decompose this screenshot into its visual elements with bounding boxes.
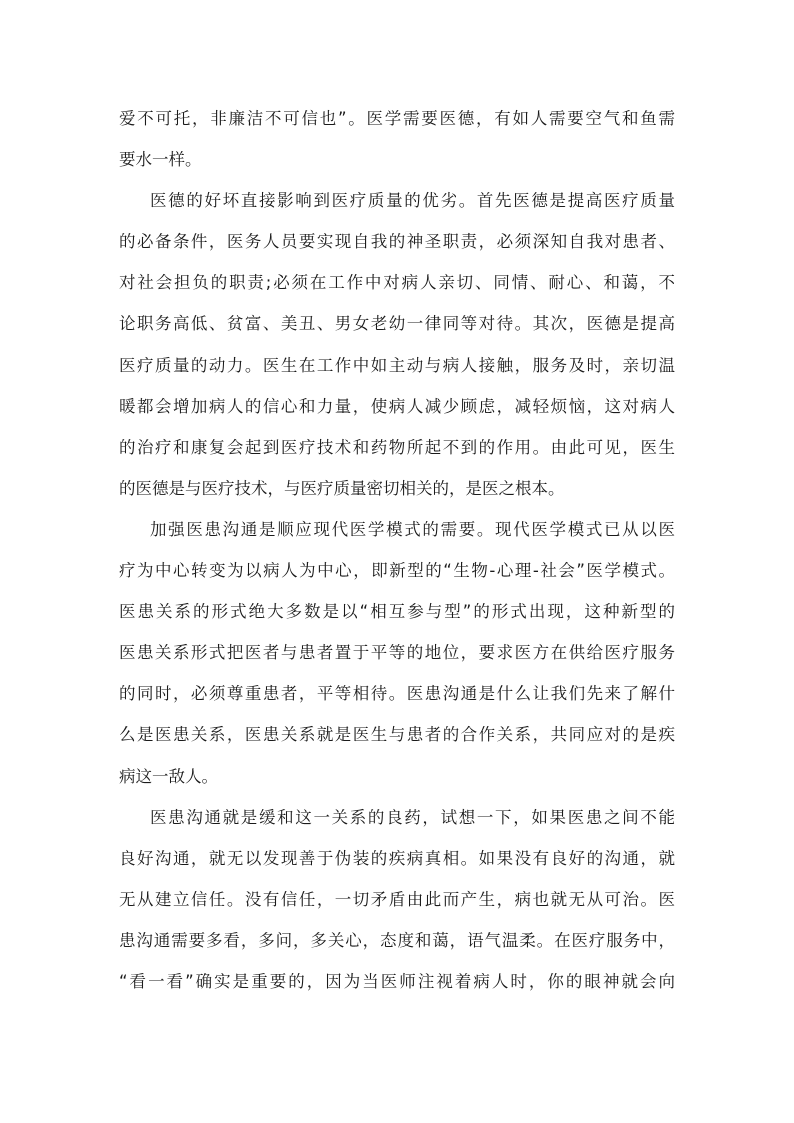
text-line: 么是医患关系，医患关系就是医生与患者的合作关系，共同应对的是疾: [119, 725, 675, 745]
text-line: 无从建立信任。没有信任，一切矛盾由此而产生，病也就无从可治。医: [119, 889, 675, 909]
text-line: 的同时，必须尊重患者，平等相待。医患沟通是什么让我们先来了解什: [119, 684, 675, 704]
text-line: 医患关系形式把医者与患者置于平等的地位，要求医方在供给医疗服务: [119, 643, 675, 663]
paragraph-start-line: 医德的好坏直接影响到医疗质量的优劣。首先医德是提高医疗质量: [150, 191, 675, 211]
text-line: 的必备条件，医务人员要实现自我的神圣职责，必须深知自我对患者、: [119, 232, 675, 252]
text-line: 良好沟通，就无以发现善于伪装的疾病真相。如果没有良好的沟通，就: [119, 848, 675, 868]
text-line: 病这一敌人。: [119, 766, 218, 786]
text-line: 疗为中心转变为以病人为中心，即新型的“生物-心理-社会”医学模式。: [119, 561, 675, 581]
text-line: 的治疗和康复会起到医疗技术和药物所起不到的作用。由此可见，医生: [119, 437, 675, 457]
text-line: 暖都会增加病人的信心和力量，使病人减少顾虑，减轻烦恼，这对病人: [119, 396, 675, 416]
text-line: “看一看”确实是重要的，因为当医师注视着病人时，你的眼神就会向: [119, 971, 675, 991]
text-line: 要水一样。: [119, 150, 202, 170]
text-line: 爱不可托，非廉洁不可信也”。医学需要医德，有如人需要空气和鱼需: [119, 109, 675, 128]
text-line: 的医德是与医疗技术，与医疗质量密切相关的，是医之根本。: [119, 478, 565, 498]
paragraph-start-line: 医患沟通就是缓和这一关系的良药，试想一下，如果医患之间不能: [150, 807, 675, 827]
text-line: 医患关系的形式绝大多数是以“相互参与型”的形式出现，这种新型的: [119, 602, 675, 622]
text-line: 医疗质量的动力。医生在工作中如主动与病人接触，服务及时，亲切温: [119, 355, 675, 375]
paragraph-start-line: 加强医患沟通是顺应现代医学模式的需要。现代医学模式已从以医: [150, 519, 675, 539]
body-text: [119, 98, 675, 1002]
text-line: 论职务高低、贫富、美丑、男女老幼一律同等对待。其次，医德是提高: [119, 314, 675, 334]
text-line: 对社会担负的职责;必须在工作中对病人亲切、同情、耐心、和蔼，不: [119, 273, 675, 293]
text-line: 患沟通需要多看，多问，多关心，态度和蔼，语气温柔。在医疗服务中，: [119, 930, 675, 950]
